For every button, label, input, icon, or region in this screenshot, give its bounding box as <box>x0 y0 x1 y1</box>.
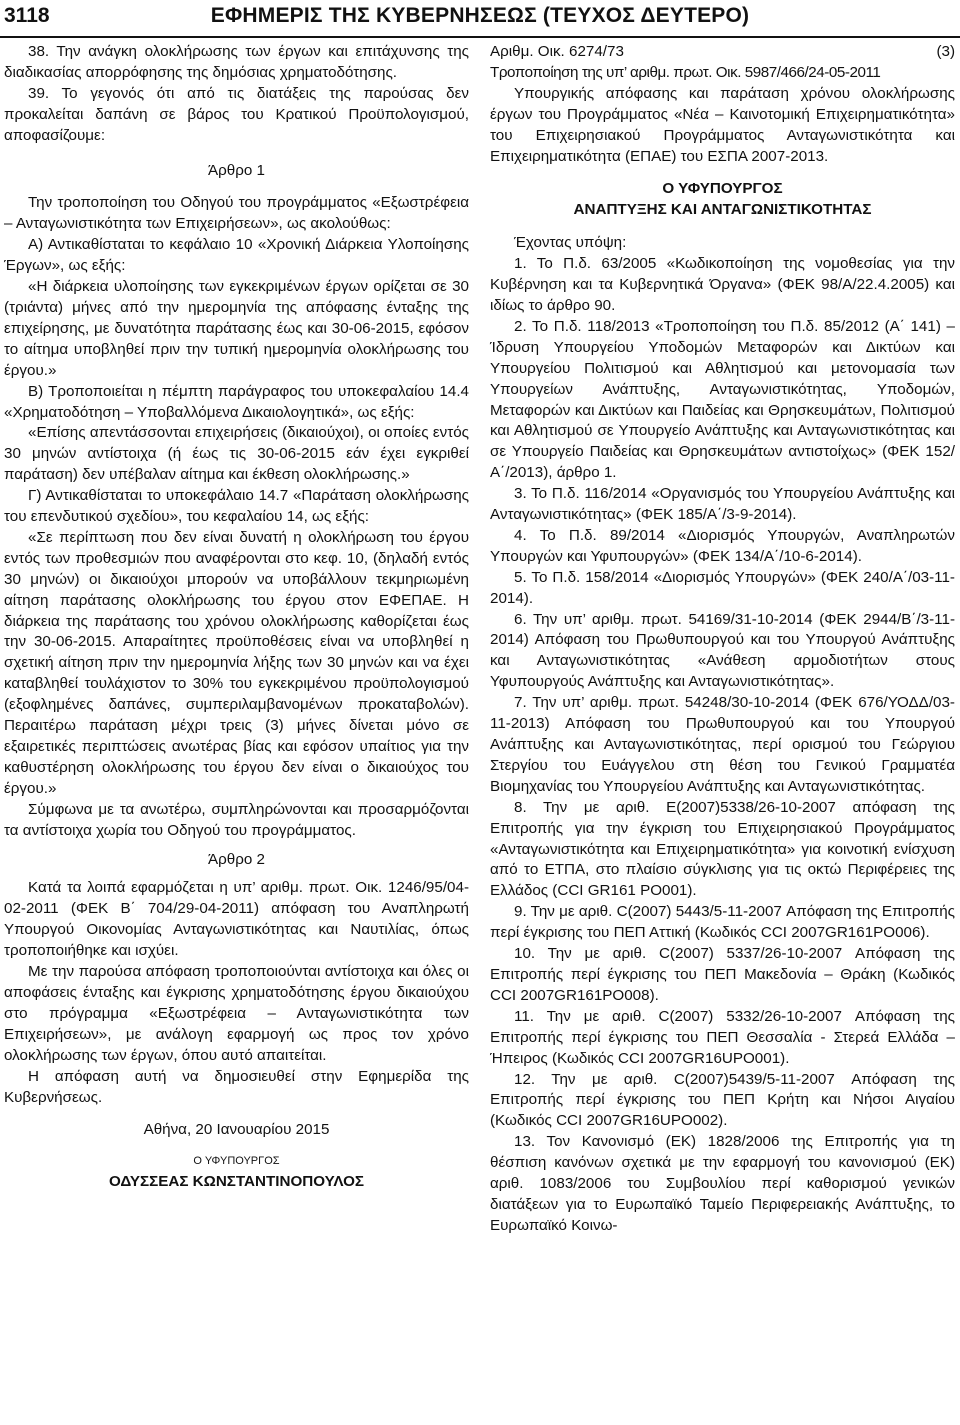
subject-line: Τροποποίηση της υπ’ αριθμ. πρωτ. Οικ. 5987/466/24-05-2011 <box>490 63 881 81</box>
paragraph-38: 38. Την ανάγκη ολοκλήρωσης των έργων και επιτάχυνσης της διαδικασίας απορρόφησης της δημόσιας χρηματοδότησης. <box>4 43 469 81</box>
reference-index: (3) <box>936 43 955 60</box>
considering-item: 11. Την με αριθ. C(2007) 5332/26-10-2007 Απόφαση της Επιτροπής περί έγκρισης του ΠΕΠ Θεσσαλία - Στερεά Ελλάδα – Ήπειρος (Κωδικός CCI 2007GR16UPO001). <box>490 1007 955 1067</box>
paragraph-remaining: Κατά τα λοιπά εφαρμόζεται η υπ’ αριθμ. πρωτ. Οικ. 1246/95/04-02-2011 (ΦΕΚ Β΄ 704/29-04-2011) απόφαση του Αναπληρωτή Υπουργού Οικονομίας Ανταγωνιστικότητας και Ναυτιλίας, όπως τροποποιήθηκε και ισχύει. <box>4 879 469 960</box>
considering-item: 12. Την με αριθ. C(2007)5439/5-11-2007 Απόφαση της Επιτροπής περί έγκρισης του ΠΕΠ Κρήτη και Νήσοι Αιγαίου (Κωδικός CCI 2007GR16UPO002). <box>490 1070 955 1130</box>
considering-item: 9. Την με αριθ. C(2007) 5443/5-11-2007 Απόφαση της Επιτροπής περί έγκρισης του ΠΕΠ Αττική (Κωδικός CCI 2007GR161PO006). <box>490 903 955 942</box>
paragraph-c-text: «Σε περίπτωση που δεν είναι δυνατή η ολοκλήρωση του έργου εντός των προθεσμιών που αναφέρονται στο κεφ. 10, (δηλαδή εντός 30 μηνών) οι δικαιούχοι μπορούν να υποβάλλουν τεκμηριωμένη αίτηση παράτασης ολοκλήρωσης του έργου στον ΕΦΕΠΑΕ. Η διάρκεια της παράτασης του χρόνου ολοκλήρωσης καθορίζεται έως την 30-06-2015. Απαραίτητες προϋποθέσεις είναι να υποβληθεί η σχετική αίτηση πριν την ημερομηνία λήξης των 30 μηνών και να έχει καταβληθεί τουλάχιστον το 30% του εγκεκριμένου προϋπολογισμού (εξοφλημένες δαπάνες, συμπεριλαμβανομένων προκαταβολών). Περαιτέρω παράταση μέχρι τρεις (3) μήνες δίνεται μόνο σε εξαιρετικές περιπτώσεις ανωτέρας βίας και εφόσον υπαίτιος για την καθυστέρηση ολοκλήρωσης του έργου δεν είναι ο δικαιούχος του έργου.» <box>4 528 469 797</box>
considering-item: 10. Την με αριθ. C(2007) 5337/26-10-2007 Απόφαση της Επιτροπής περί έγκρισης του ΠΕΠ Μακεδονία – Θράκη (Κωδικός CCI 2007GR161PO008). <box>490 945 955 1004</box>
considering-item: 5. Το Π.δ. 158/2014 «Διορισμός Υπουργών» (ΦΕΚ 240/Α΄/03-11-2014). <box>490 568 955 607</box>
authority-title: Ο ΥΦΥΠΟΥΡΓΟΣ <box>662 180 783 198</box>
paragraph-modifications: Με την παρούσα απόφαση τροποποιούνται αντίστοιχα και όλες οι αποφάσεις ένταξης και έγκρισης χρηματοδότησης έργου δικαιούχου στο πρόγραμμα «Εξωστρέφεια – Ανταγωνιστικότητα των Επιχειρήσεων», με ανάλογη εφαρμογή ως προς τον χρόνο ολοκλήρωσης των έργων, όπου αυτό απαιτείται. <box>4 963 469 1064</box>
left-column <box>4 42 469 1193</box>
signatory-name: ΟΔΥΣΣΕΑΣ ΚΩΝΣΤΑΝΤΙΝΟΠΟΥΛΟΣ <box>108 1173 365 1191</box>
considering-item: 13. Τον Κανονισμό (ΕΚ) 1828/2006 της Επιτροπής για τη θέσπιση κανόνων σχετικά με την εφαρμογή του κανονισμού (ΕΚ) αριθ. 1083/2006 του Συμβουλίου περί καθορισμού γενικών διατάξεων για το Ευρωπαϊκό Ταμείο Περιφερειακής Ανάπτυξης, το Ευρωπαϊκό Κοινω- <box>490 1133 955 1234</box>
paragraph-a: Α) Αντικαθίσταται το κεφάλαιο 10 «Χρονική Διάρκεια Υλοποίησης Έργων», ως εξής: <box>4 236 469 275</box>
considering-item: 6. Την υπ’ αριθμ. πρωτ. 54169/31-10-2014 (ΦΕΚ 2944/Β΄/3-11-2014) Απόφαση του Πρωθυπουργού και του Υπουργού Ανάπτυξης και Ανταγωνιστικότητας «Ανάθεση αρμοδιοτήτων στους Υφυπουργούς Ανάπτυξης και Ανταγωνιστικότητας». <box>490 610 955 691</box>
right-column <box>490 42 955 1237</box>
paragraph-b: Β) Τροποποιείται η πέμπτη παράγραφος του υποκεφαλαίου 14.4 «Χρηματοδότηση – Υποβαλλόμενα Δικαιολογητικά», ως εξής: <box>4 382 469 421</box>
paragraph-adaptation: Σύμφωνα με τα ανωτέρω, συμπληρώνονται και προσαρμόζονται τα αντίστοιχα χωρία του Οδηγού του προγράμματος. <box>4 800 469 839</box>
article-1-heading: Άρθρο 1 <box>208 161 265 179</box>
considering-item: 3. Το Π.δ. 116/2014 «Οργανισμός του Υπουργείου Ανάπτυξης και Ανταγωνιστικότητας» (ΦΕΚ 185/Α΄/3-9-2014). <box>490 485 955 524</box>
considering-item: 1. Το Π.δ. 63/2005 «Κωδικοποίηση της νομοθεσίας για την Κυβέρνηση και τα Κυβερνητικά Όργανα» (ΦΕΚ 98/Α/22.4.2005) και ιδίως το άρθρο 90. <box>490 255 955 314</box>
paragraph-publication: Η απόφαση αυτή να δημοσιευθεί στην Εφημερίδα της Κυβερνήσεως. <box>4 1067 469 1106</box>
paragraph-c: Γ) Αντικαθίσταται το υποκεφάλαιο 14.7 «Παράταση ολοκλήρωσης του επενδυτικού σχεδίου», του κεφαλαίου 14, ως εξής: <box>4 487 469 526</box>
reference-number: Αριθμ. Οικ. 6274/73 <box>490 43 624 60</box>
considering-item: 8. Την με αριθ. Ε(2007)5338/26-10-2007 απόφαση της Επιτροπής για την έγκριση του Επιχειρησιακού Προγράμματος «Ανταγωνιστικότητα και Επιχειρηματικότητα» για κοινοτική ενίσχυση από το ΕΤΠΑ, στο πλαίσιο σύγκλισης για τις οκτώ Περιφέρειες της Ελλάδος (CCI GR161 PO001). <box>490 798 955 900</box>
signatory-title: Ο ΥΦΥΠΟΥΡΓΟΣ <box>193 1155 280 1168</box>
having-regard: Έχοντας υπόψη: <box>514 234 627 252</box>
authority-ministry: ΑΝΑΠΤΥΞΗΣ ΚΑΙ ΑΝΤΑΓΩΝΙΣΤΙΚΟΤΗΤΑΣ <box>573 201 872 219</box>
gazette-header <box>0 0 960 38</box>
paragraph-b-text: «Επίσης απεντάσσονται επιχειρήσεις (δικαιούχοι), οι οποίες εντός 30 μηνών αντίστοιχα (ή έως τις 30-06-2015 εάν έχει εγκριθεί παράταση) δεν υπέβαλαν αίτημα και έκθεση ολοκλήρωσης.» <box>4 424 469 484</box>
page-number: 3118 <box>4 4 50 27</box>
paragraph-a-text: «Η διάρκεια υλοποίησης των εγκεκριμένων έργων ορίζεται σε 30 (τριάντα) μήνες από την ημερομηνία της απόφασης ένταξης της επιχείρησης, με δυνατότητα παράτασης έως και 30-06-2015, εφόσον το αίτημα υποβληθεί πριν την τυπική ημερομηνία ολοκλήρωσης του έργου.» <box>4 278 469 379</box>
article-2-heading: Άρθρο 2 <box>208 850 265 868</box>
considering-item: 4. Το Π.δ. 89/2014 «Διορισμός Υπουργών, Αναπληρωτών Υπουργών και Υφυπουργών» (ΦΕΚ 134/Α΄/10-6-2014). <box>490 526 955 565</box>
paragraph-39: 39. Το γεγονός ότι από τις διατάξεις της παρούσας δεν προκαλείται δαπάνη σε βάρος του Κρατικού Προϋπολογισμού, αποφασίζουμε: <box>4 84 469 144</box>
decision-reference <box>490 42 955 63</box>
subject-rest: Υπουργικής απόφασης και παράταση χρόνου ολοκλήρωσης έργων του Προγράμματος «Νέα – Καινοτομική Επιχειρηματικότητα» του Επιχειρησιακού Προγράμματος Ανταγωνιστικότητα και Επιχειρηματικότητα (ΕΠΑΕ) του ΕΣΠΑ 2007-2013. <box>490 84 955 165</box>
gazette-title: ΕΦΗΜΕΡΙΣ ΤΗΣ ΚΥΒΕΡΝΗΣΕΩΣ (ΤΕΥΧΟΣ ΔΕΥΤΕΡΟ) <box>210 4 750 27</box>
paragraph-amendment-intro: Την τροποποίηση του Οδηγού του προγράμματος «Εξωστρέφεια – Ανταγωνιστικότητα των Επιχειρήσεων», ως ακολούθως: <box>4 194 469 233</box>
considering-item: 7. Την υπ’ αριθμ. πρωτ. 54248/30-10-2014 (ΦΕΚ 676/ΥΟΔΔ/03-11-2013) Απόφαση του Πρωθυπουργού και του Υπουργού Ανάπτυξης και Ανταγωνιστικότητας, περί ορισμού του Γεώργιου Στεργίου του Ευάγγελου στη θέση του Γενικού Γραμματέα Βιομηχανίας του Υπουργείου Ανάπτυξης και Ανταγωνιστικότητας. <box>490 694 955 795</box>
considering-item: 2. Το Π.δ. 118/2013 «Τροποποίηση του Π.δ. 85/2012 (Α΄ 141) – Ίδρυση Υπουργείου Υποδομών Μεταφορών και Δικτύων και Υπουργείου Πολιτισμού και Αθλητισμού και μετονομασία των Υπουργείων Ανάπτυξης, Ανταγωνιστικότητας, Υποδομών, Μεταφορών και Δικτύων και Παιδείας και Θρησκευμάτων, Πολιτισμού και Αθλητισμού σε Υπουργείο Ανάπτυξης και Ανταγωνιστικότητας και σε Υπουργείο Παιδείας και Θρησκευμάτων αντιστοίχως» (ΦΕΚ 152/Α΄/2013), άρθρο 1. <box>490 317 955 482</box>
place-date: Αθήνα, 20 Ιανουαρίου 2015 <box>143 1121 330 1139</box>
